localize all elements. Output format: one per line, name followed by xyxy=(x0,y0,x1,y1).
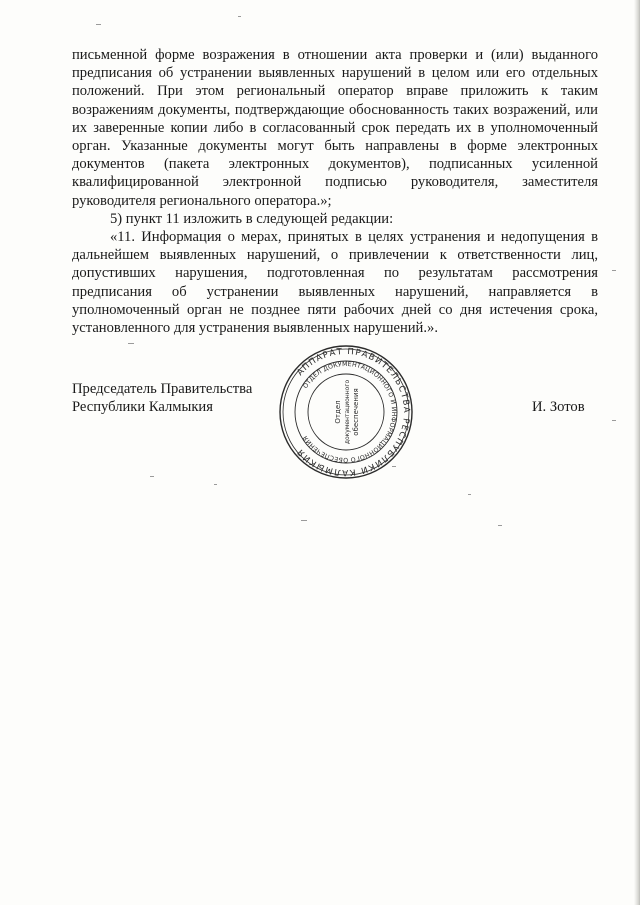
scan-speck xyxy=(498,525,502,526)
seal-inner-text: ОТДЕЛ ДОКУМЕНТАЦИОННОГО И ИНФОРМАЦИОННОГО ОБЕСПЕЧЕНИЯ xyxy=(302,360,398,464)
signer-position-line-2: Республики Калмыкия xyxy=(72,399,213,416)
scan-speck xyxy=(301,520,307,521)
seal-center-text-2: документационного xyxy=(344,379,351,445)
official-seal xyxy=(278,344,414,480)
signer-position xyxy=(72,380,252,416)
seal-center-text-3: обеспечения xyxy=(352,388,360,436)
signer-position-line-1: Председатель Правительства xyxy=(72,381,253,397)
seal-outer-text: АППАРАТ ПРАВИТЕЛЬСТВА РЕСПУБЛИКИ КАЛМЫКИЯ xyxy=(295,346,412,478)
scan-speck xyxy=(150,476,154,477)
scan-speck xyxy=(612,420,616,421)
scan-edge-shadow xyxy=(634,0,640,905)
paragraph-item-11: «11. Информация о мерах, принятых в целях устранения и недопущения в дальнейшем выявленных нарушений, о привлечении к ответственности лиц, допустивших нарушения, подготовленная по результатам рассмотрения предписания об устранении выявленных нарушений, направляется в уполномоченный орган не позднее пяти рабочих дней со дня истечения срока, установленного для устранения выявленных нарушений.». xyxy=(72,229,598,337)
scan-speck xyxy=(238,16,241,17)
paragraph-continuation: письменной форме возражения в отношении акта проверки и (или) выданного предписания об устранении выявленных нарушений в целом или его отдельных положений. При этом региональный оператор вправе приложить к таким возражениям документы, подтверждающие обоснованность таких возражений, или их заверенные копии либо в согласованный срок передать их в уполномоченный орган. Указанные документы могут быть направлены в форме электронных документов (пакета электронных документов), подписанных усиленной квалифицированной электронной подписью руководителя, заместителя руководителя регионального оператора.»; xyxy=(72,47,598,209)
signer-name: И. Зотов xyxy=(532,399,585,415)
scan-speck xyxy=(468,494,471,495)
document-body xyxy=(72,46,598,337)
paragraph-item-5: 5) пункт 11 изложить в следующей редакции: xyxy=(110,210,394,227)
seal-center-text-1: Отдел xyxy=(334,400,342,424)
scan-speck xyxy=(392,466,396,467)
scan-speck xyxy=(96,24,101,25)
scan-speck xyxy=(612,270,616,271)
scan-speck xyxy=(214,484,217,485)
scan-speck xyxy=(128,343,134,344)
